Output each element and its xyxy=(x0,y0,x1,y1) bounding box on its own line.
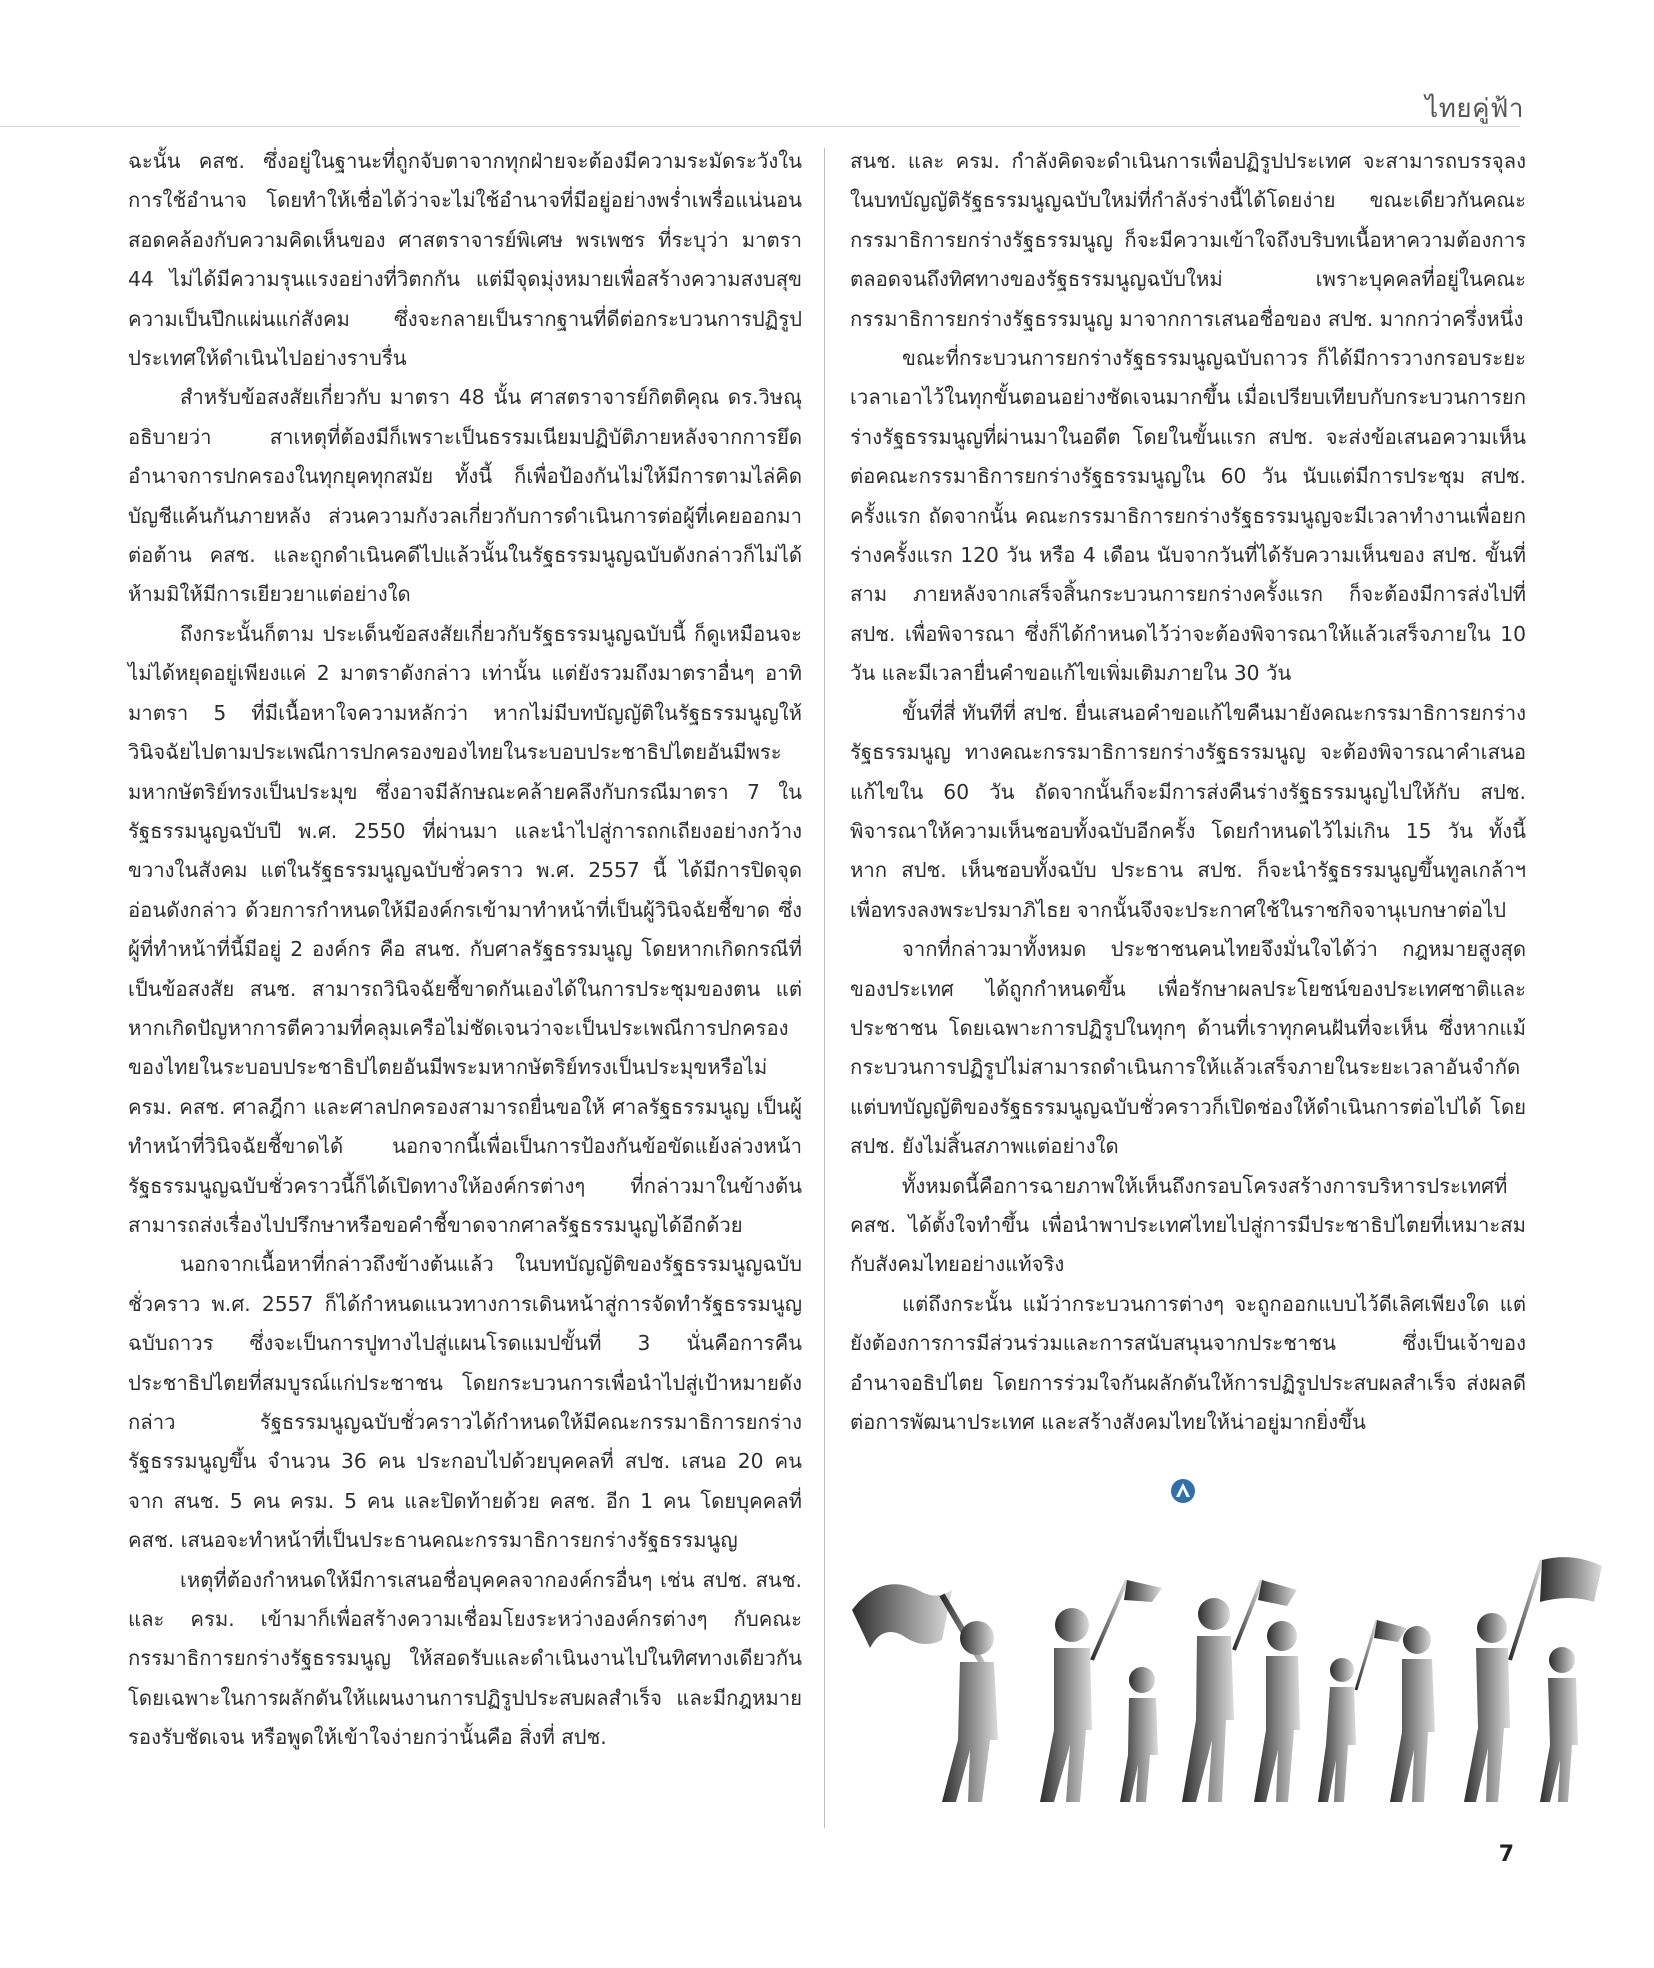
right-text-column xyxy=(850,142,1526,1442)
page-number: 7 xyxy=(1498,1842,1514,1867)
left-text-column xyxy=(128,142,802,1758)
paragraph: แต่ถึงกระนั้น แม้ว่ากระบวนการต่างๆ จะถูกออกแบบไว้ดีเลิศเพียงใด แต่ยังต้องการการมีส่วนร่วมและการสนับสนุนจากประชาชน ซึ่งเป็นเจ้าของอำนาจอธิปไตย โดยการร่วมใจกันผลักดันให้การปฏิรูปประสบผลสำเร็จ ส่งผลดีต่อการพัฒนาประเทศ และสร้างสังคมไทยให้น่าอยู่มากยิ่งขึ้น xyxy=(850,1291,1526,1434)
paragraph: ขณะที่กระบวนการยกร่างรัฐธรรมนูญฉบับถาวร ก็ได้มีการวางกรอบระยะเวลาเอาไว้ในทุกขั้นตอนอย่างชัดเจนมากขึ้น เมื่อเปรียบเทียบกับกระบวนการยกร่างรัฐธรรมนูญที่ผ่านมาในอดีต โดยในขั้นแรก สปช. จะส่งข้อเสนอความเห็นต่อคณะกรรมาธิการยกร่างรัฐธรรมนูญใน 60 วัน นับแต่มีการประชุม สปช. ครั้งแรก ถัดจากนั้น คณะกรรมาธิการยกร่างรัฐธรรมนูญจะมีเวลาทำงานเพื่อยกร่างครั้งแรก 120 วัน หรือ 4 เดือน นับจากวันที่ได้รับความเห็นของ สปช. ขั้นที่สาม ภายหลังจากเสร็จสิ้นกระบวนการยกร่างครั้งแรก ก็จะต้องมีการส่งไปที่ สปช. เพื่อพิจารณา ซึ่งก็ได้กำหนดไว้ว่าจะต้องพิจารณาให้แล้วเสร็จภายใน 10 วัน และมีเวลายื่นคำขอแก้ไขเพิ่มเติมภายใน 30 วัน xyxy=(850,346,1526,686)
paragraph: จากที่กล่าวมาทั้งหมด ประชาชนคนไทยจึงมั่นใจได้ว่า กฎหมายสูงสุดของประเทศ ได้ถูกกำหนดขึ้น เพื่อรักษาผลประโยชน์ของประเทศชาติและประชาชน โดยเฉพาะการปฏิรูปในทุกๆ ด้านที่เราทุกคนฝันที่จะเห็น ซึ่งหากแม้กระบวนการปฏิรูปไม่สามารถดำเนินการให้แล้วเสร็จภายในระยะเวลาอันจำกัด แต่บทบัญญัติของรัฐธรรมนูญฉบับชั่วคราวก็เปิดช่องให้ดำเนินการต่อไปได้ โดย สปช. ยังไม่สิ้นสภาพแต่อย่างใด xyxy=(850,937,1526,1159)
paragraph: ทั้งหมดนี้คือการฉายภาพให้เห็นถึงกรอบโครงสร้างการบริหารประเทศที่ คสช. ได้ตั้งใจทำขึ้น เพื่อนำพาประเทศไทยไปสู่การมีประชาธิปไตยที่เหมาะสมกับสังคมไทยอย่างแท้จริง xyxy=(850,1173,1526,1277)
header-divider xyxy=(0,126,1520,127)
marching-people-illustration xyxy=(842,1540,1612,1840)
magazine-title: ไทยคู่ฟ้า xyxy=(1425,94,1524,124)
paragraph: เหตุที่ต้องกำหนดให้มีการเสนอชื่อบุคคลจากองค์กรอื่นๆ เช่น สปช. สนช. และ ครม. เข้ามาก็เพื่อสร้างความเชื่อมโยงระหว่างองค์กรต่างๆ กับคณะกรรมาธิการยกร่างรัฐธรรมนูญ ให้สอดรับและดำเนินงานไปในทิศทางเดียวกัน โดยเฉพาะในการผลักดันให้แผนงานการปฏิรูปประสบผลสำเร็จ และมีกฎหมายรองรับชัดเจน หรือพูดให้เข้าใจง่ายกว่านั้นคือ สิ่งที่ สปช. xyxy=(128,1567,802,1750)
paragraph: ฉะนั้น คสช. ซึ่งอยู่ในฐานะที่ถูกจับตาจากทุกฝ่ายจะต้องมีความระมัดระวังในการใช้อำนาจ โดยทำให้เชื่อได้ว่าจะไม่ใช้อำนาจที่มีอยู่อย่างพร่ำเพรื่อแน่นอน สอดคล้องกับความคิดเห็นของ ศาสตราจารย์พิเศษ พรเพชร ที่ระบุว่า มาตรา 44 ไม่ได้มีความรุนแรงอย่างที่วิตกกัน แต่มีจุดมุ่งหมายเพื่อสร้างความสงบสุข ความเป็นปึกแผ่นแก่สังคม ซึ่งจะกลายเป็นรากฐานที่ดีต่อกระบวนการปฏิรูปประเทศให้ดำเนินไปอย่างราบรื่น xyxy=(128,149,802,371)
paragraph: ถึงกระนั้นก็ตาม ประเด็นข้อสงสัยเกี่ยวกับรัฐธรรมนูญฉบับนี้ ก็ดูเหมือนจะไม่ได้หยุดอยู่เพียงแค่ 2 มาตราดังกล่าว เท่านั้น แต่ยังรวมถึงมาตราอื่นๆ อาทิ มาตรา 5 ที่มีเนื้อหาใจความหลักว่า หากไม่มีบทบัญญัติในรัฐธรรมนูญให้วินิจฉัยไปตามประเพณีการปกครองของไทยในระบอบประชาธิปไตยอันมีพระมหากษัตริย์ทรงเป็นประมุข ซึ่งอาจมีลักษณะคล้ายคลึงกับกรณีมาตรา 7 ในรัฐธรรมนูญฉบับปี พ.ศ. 2550 ที่ผ่านมา และนำไปสู่การถกเถียงอย่างกว้างขวางในสังคม แต่ในรัฐธรรมนูญฉบับชั่วคราว พ.ศ. 2557 นี้ ได้มีการปิดจุดอ่อนดังกล่าว ด้วยการกำหนดให้มีองค์กรเข้ามาทำหน้าที่เป็นผู้วินิจฉัยชี้ขาด ซึ่งผู้ที่ทำหน้าที่นี้มีอยู่ 2 องค์กร คือ สนช. กับศาลรัฐธรรมนูญ โดยหากเกิดกรณีที่เป็นข้อสงสัย สนช. สามารถวินิจฉัยชี้ขาดกันเองได้ในการประชุมของตน แต่หากเกิดปัญหาการตีความที่คลุมเครือไม่ชัดเจนว่าจะเป็นประเพณีการปกครองของไทยในระบอบประชาธิปไตยอันมีพระมหากษัตริย์ทรงเป็นประมุขหรือไม่ ครม. คสช. ศาลฎีกา และศาลปกครองสามารถยื่นขอให้ ศาลรัฐธรรมนูญ เป็นผู้ทำหน้าที่วินิจฉัยชี้ขาดได้ นอกจากนี้เพื่อเป็นการป้องกันข้อขัดแย้งล่วงหน้า รัฐธรรมนูญฉบับชั่วคราวนี้ก็ได้เปิดทางให้องค์กรต่างๆ ที่กล่าวมาในข้างต้น สามารถส่งเรื่องไปปรึกษาหรือขอคำชี้ขาดจากศาลรัฐธรรมนูญได้อีกด้วย xyxy=(128,621,802,1237)
paragraph: ขั้นที่สี่ ทันทีที่ สปช. ยื่นเสนอคำขอแก้ไขคืนมายังคณะกรรมาธิการยกร่างรัฐธรรมนูญ ทางคณะกรรมาธิการยกร่างรัฐธรรมนูญ จะต้องพิจารณาคำเสนอแก้ไขใน 60 วัน ถัดจากนั้นก็จะมีการส่งคืนร่างรัฐธรรมนูญไปให้กับ สปช. พิจารณาให้ความเห็นชอบทั้งฉบับอีกครั้ง โดยกำหนดไว้ไม่เกิน 15 วัน ทั้งนี้ หาก สปช. เห็นชอบทั้งฉบับ ประธาน สปช. ก็จะนำรัฐธรรมนูญขึ้นทูลเกล้าฯ เพื่อทรงลงพระปรมาภิไธย จากนั้นจึงจะประกาศใช้ในราชกิจจานุเบกษาต่อไป xyxy=(850,700,1526,922)
paragraph: นอกจากเนื้อหาที่กล่าวถึงข้างต้นแล้ว ในบทบัญญัติของรัฐธรรมนูญฉบับชั่วคราว พ.ศ. 2557 ก็ได้กำหนดแนวทางการเดินหน้าสู่การจัดทำรัฐธรรมนูญฉบับถาวร ซึ่งจะเป็นการปูทางไปสู่แผนโรดแมปขั้นที่ 3 นั่นคือการคืนประชาธิปไตยที่สมบูรณ์แก่ประชาชน โดยกระบวนการเพื่อนำไปสู่เป้าหมายดังกล่าว รัฐธรรมนูญฉบับชั่วคราวได้กำหนดให้มีคณะกรรมาธิการยกร่างรัฐธรรมนูญขึ้น จำนวน 36 คน ประกอบไปด้วยบุคคลที่ สปช. เสนอ 20 คน จาก สนช. 5 คน ครม. 5 คน และปิดท้ายด้วย คสช. อีก 1 คน โดยบุคคลที่ คสช. เสนอจะทำหน้าที่เป็นประธานคณะกรรมาธิการยกร่างรัฐธรรมนูญ xyxy=(128,1252,802,1553)
column-divider xyxy=(824,148,825,1828)
paragraph: สำหรับข้อสงสัยเกี่ยวกับ มาตรา 48 นั้น ศาสตราจารย์กิตติคุณ ดร.วิษณุ อธิบายว่า สาเหตุที่ต้องมีก็เพราะเป็นธรรมเนียมปฏิบัติภายหลังจากการยึดอำนาจการปกครองในทุกยุคทุกสมัย ทั้งนี้ ก็เพื่อป้องกันไม่ให้มีการตามไล่คิดบัญชีแค้นกันภายหลัง ส่วนความกังวลเกี่ยวกับการดำเนินการต่อผู้ที่เคยออกมาต่อต้าน คสช. และถูกดำเนินคดีไปแล้วนั้นในรัฐธรรมนูญฉบับดังกล่าวก็ไม่ได้ห้ามมิให้มีการเยียวยาแต่อย่างใด xyxy=(128,385,802,607)
end-mark-icon xyxy=(1170,1478,1196,1504)
paragraph: สนช. และ ครม. กำลังคิดจะดำเนินการเพื่อปฏิรูปประเทศ จะสามารถบรรจุลงในบทบัญญัติรัฐธรรมนูญฉบับใหม่ที่กำลังร่างนี้ได้โดยง่าย ขณะเดียวกันคณะกรรมาธิการยกร่างรัฐธรรมนูญ ก็จะมีความเข้าใจถึงบริบทเนื้อหาความต้องการ ตลอดจนถึงทิศทางของรัฐธรรมนูญฉบับใหม่ เพราะบุคคลที่อยู่ในคณะกรรมาธิการยกร่างรัฐธรรมนูญ มาจากการเสนอชื่อของ สปช. มากกว่าครึ่งหนึ่ง xyxy=(850,149,1526,331)
